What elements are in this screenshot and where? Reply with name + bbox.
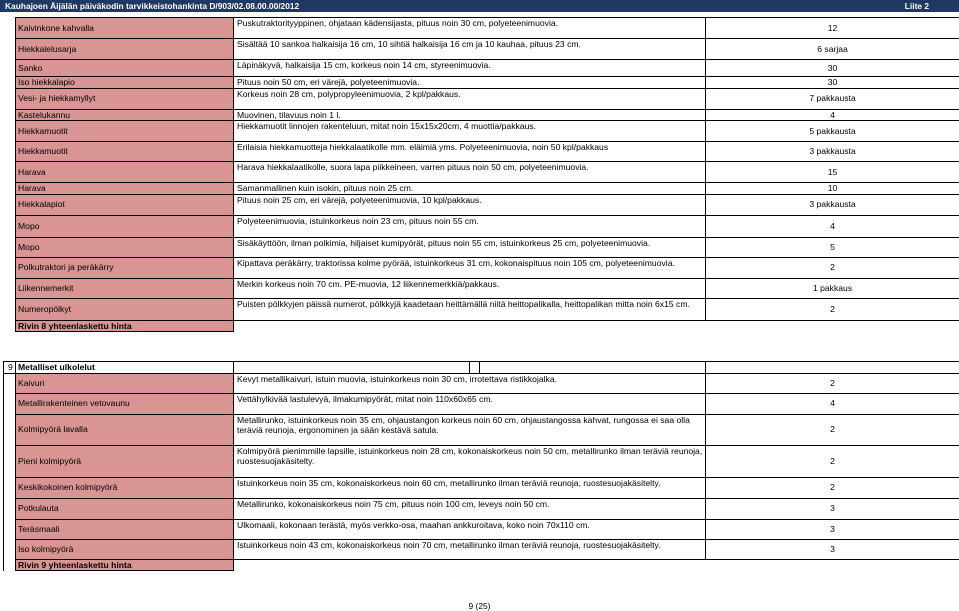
table-row bbox=[16, 257, 959, 278]
item-description: Puisten pölkkyjen päissä numerot, pölkkyjä kaadetaan heittämällä niitä heittopalikalla, heittopalikan mitta noin 6x15 cm. bbox=[234, 298, 706, 320]
table-row bbox=[16, 183, 959, 195]
item-name: Teräsmaali bbox=[16, 519, 234, 539]
item-name: Liikennemerkit bbox=[16, 278, 234, 298]
item-name: Mopo bbox=[16, 215, 234, 237]
item-description: Kolmipyörä pienimmille lapsille, istuinkorkeus noin 28 cm, kokonaiskorkeus noin 50 cm, metallirunko ilman teräviä reunoja, ruostesuojakäsitelty. bbox=[234, 445, 706, 477]
item-description: Sisäkäyttöön, ilman polkimia, hiljaiset kumipyörät, pituus noin 55 cm, istuinkorkeus 25 cm, polyeteenimuovia. bbox=[234, 237, 706, 257]
table-row bbox=[4, 414, 959, 445]
item-quantity: 2 bbox=[706, 257, 959, 278]
item-quantity: 6 sarjaa bbox=[706, 39, 959, 60]
table-row bbox=[16, 60, 959, 77]
section-title: Metalliset ulkolelut bbox=[16, 362, 234, 374]
item-name: Kaivinkone kahvalla bbox=[16, 18, 234, 39]
table-row bbox=[16, 109, 959, 121]
item-quantity: 2 bbox=[706, 445, 959, 477]
item-name: Pieni kolmipyörä bbox=[16, 445, 234, 477]
total-row bbox=[4, 559, 959, 571]
item-quantity: 3 bbox=[706, 539, 959, 559]
metal-toys-table-9 bbox=[3, 361, 959, 571]
total-label: Rivin 9 yhteenlaskettu hinta bbox=[16, 559, 234, 571]
item-quantity: 5 pakkausta bbox=[706, 121, 959, 142]
item-name: Potkulauta bbox=[16, 498, 234, 519]
table-row bbox=[16, 88, 959, 109]
table-row bbox=[4, 498, 959, 519]
item-quantity: 2 bbox=[706, 414, 959, 445]
page-number: 9 (25) bbox=[468, 601, 491, 611]
item-quantity: 2 bbox=[706, 477, 959, 498]
item-name: Vesi- ja hiekkamyllyt bbox=[16, 88, 234, 109]
item-name: Iso hiekkalapio bbox=[16, 77, 234, 89]
item-quantity: 15 bbox=[706, 162, 959, 183]
item-name: Harava bbox=[16, 162, 234, 183]
item-quantity: 4 bbox=[706, 215, 959, 237]
item-description: Hiekkamuotit linnojen rakenteluun, mitat noin 15x15x20cm, 4 muottia/pakkaus. bbox=[234, 121, 706, 142]
table-row bbox=[4, 539, 959, 559]
item-description: Polyeteenimuovia, istuinkorkeus noin 23 cm, pituus noin 55 cm. bbox=[234, 215, 706, 237]
item-name: Harava bbox=[16, 183, 234, 195]
item-description: Muovinen, tilavuus noin 1 l. bbox=[234, 109, 706, 121]
item-name: Hiekkalapiot bbox=[16, 194, 234, 215]
table-row bbox=[16, 121, 959, 142]
item-name: Kolmipyörä lavalla bbox=[16, 414, 234, 445]
table-row bbox=[4, 477, 959, 498]
item-description: Kevyt metallikaivuri, istuin muovia, istuinkorkeus noin 30 cm, irrotettava ristikkojalka. bbox=[234, 373, 706, 393]
item-description: Metallirunko, istuinkorkeus noin 35 cm, ohjaustangon korkeus noin 60 cm, ohjaustangossa kahvat, rungossa ei saa olla teräviä reunoja, ergonominen ja sään kestävä satula. bbox=[234, 414, 706, 445]
item-description: Pituus noin 50 cm, eri värejä, polyeteenimuovia. bbox=[234, 77, 706, 89]
item-quantity: 10 bbox=[706, 183, 959, 195]
item-name: Mopo bbox=[16, 237, 234, 257]
item-name: Keskikokoinen kolmipyörä bbox=[16, 477, 234, 498]
item-quantity: 12 bbox=[706, 18, 959, 39]
item-name: Hiekkalelusarja bbox=[16, 39, 234, 60]
item-description: Kipattava peräkärry, traktorissa kolme pyörää, istuinkorkeus 31 cm, kokonaispituus noin 105 cm, polyeteenimuovia. bbox=[234, 257, 706, 278]
item-description: Istuinkorkeus noin 43 cm, kokonaiskorkeus noin 70 cm, metallirunko ilman teräviä reunoja, ruostesuojakäsitelty. bbox=[234, 539, 706, 559]
item-quantity: 7 pakkausta bbox=[706, 88, 959, 109]
section-header-row bbox=[4, 362, 959, 374]
table-row bbox=[4, 393, 959, 414]
item-description: Korkeus noin 28 cm, polypropyleenimuovia, 2 kpl/pakkaus. bbox=[234, 88, 706, 109]
item-quantity: 4 bbox=[706, 109, 959, 121]
table-row bbox=[4, 519, 959, 539]
item-name: Numeropölkyt bbox=[16, 298, 234, 320]
table-row bbox=[16, 298, 959, 320]
section-number: 9 bbox=[4, 362, 16, 374]
item-description: Sisältää 10 sankoa halkaisija 16 cm, 10 sihtiä halkaisija 16 cm ja 10 kauhaa, pituus 23 cm. bbox=[234, 39, 706, 60]
table-row bbox=[16, 278, 959, 298]
table-row bbox=[4, 373, 959, 393]
item-quantity: 1 pakkaus bbox=[706, 278, 959, 298]
item-description: Metallirunko, kokonaiskorkeus noin 75 cm, pituus noin 100 cm, leveys noin 50 cm. bbox=[234, 498, 706, 519]
item-name: Metallirakenteinen vetovaunu bbox=[16, 393, 234, 414]
item-name: Iso kolmipyörä bbox=[16, 539, 234, 559]
table-row bbox=[16, 77, 959, 89]
item-description: Vettähylkivää lastulevyä, ilmakumipyörät, mitat noin 110x60x65 cm. bbox=[234, 393, 706, 414]
item-quantity: 30 bbox=[706, 60, 959, 77]
item-quantity: 30 bbox=[706, 77, 959, 89]
attachment-label: Liite 2 bbox=[904, 1, 929, 11]
item-name: Hiekkamuotit bbox=[16, 121, 234, 142]
table-row bbox=[4, 445, 959, 477]
item-name: Hiekkamuotit bbox=[16, 142, 234, 162]
table-row bbox=[16, 18, 959, 39]
total-row bbox=[16, 320, 959, 332]
item-name: Kastelukannu bbox=[16, 109, 234, 121]
item-name: Polkutraktori ja peräkärry bbox=[16, 257, 234, 278]
item-quantity: 3 pakkausta bbox=[706, 142, 959, 162]
item-quantity: 2 bbox=[706, 298, 959, 320]
document-title: Kauhajoen Äijälän päiväkodin tarvikkeistohankinta D/903/02.08.00.00/2012 bbox=[5, 1, 300, 11]
table-row bbox=[16, 39, 959, 60]
toys-table-8 bbox=[15, 17, 959, 332]
item-quantity: 2 bbox=[706, 373, 959, 393]
table-row bbox=[16, 194, 959, 215]
document-header bbox=[0, 0, 959, 12]
item-description: Erilaisia hiekkamuotteja hiekkalaatikolle mm. eläimiä yms. Polyeteenimuovia, noin 50 kpl/pakkaus bbox=[234, 142, 706, 162]
item-description: Pituus noin 25 cm, eri värejä, polyeteenimuovia, 10 kpl/pakkaus. bbox=[234, 194, 706, 215]
item-description: Ulkomaali, kokonaan terästä, myös verkko-osa, maahan ankkuroitava, koko noin 70x110 cm. bbox=[234, 519, 706, 539]
item-description: Puskutraktorityyppinen, ohjataan kädensijasta, pituus noin 30 cm, polyeteenimuovia. bbox=[234, 18, 706, 39]
total-label: Rivin 8 yhteenlaskettu hinta bbox=[16, 320, 234, 332]
item-description: Merkin korkeus noin 70 cm. PE-muovia, 12 liikennemerkkiä/pakkaus. bbox=[234, 278, 706, 298]
table-row bbox=[16, 215, 959, 237]
table-row bbox=[16, 237, 959, 257]
item-quantity: 5 bbox=[706, 237, 959, 257]
item-quantity: 3 pakkausta bbox=[706, 194, 959, 215]
item-name: Kaivuri bbox=[16, 373, 234, 393]
item-quantity: 4 bbox=[706, 393, 959, 414]
item-quantity: 3 bbox=[706, 498, 959, 519]
item-description: Istuinkorkeus noin 35 cm, kokonaiskorkeus noin 60 cm, metallirunko ilman teräviä reunoja, ruostesuojakäsitelty. bbox=[234, 477, 706, 498]
table-row bbox=[16, 142, 959, 162]
item-description: Läpinäkyvä, halkaisija 15 cm, korkeus noin 14 cm, styreenimuovia. bbox=[234, 60, 706, 77]
item-description: Harava hiekkalaatikolle, suora lapa piikkeineen, varren pituus noin 50 cm, polyeteenimuovia. bbox=[234, 162, 706, 183]
item-quantity: 3 bbox=[706, 519, 959, 539]
item-name: Sanko bbox=[16, 60, 234, 77]
item-description: Samanmallinen kuin isokin, pituus noin 25 cm. bbox=[234, 183, 706, 195]
table-row bbox=[16, 162, 959, 183]
